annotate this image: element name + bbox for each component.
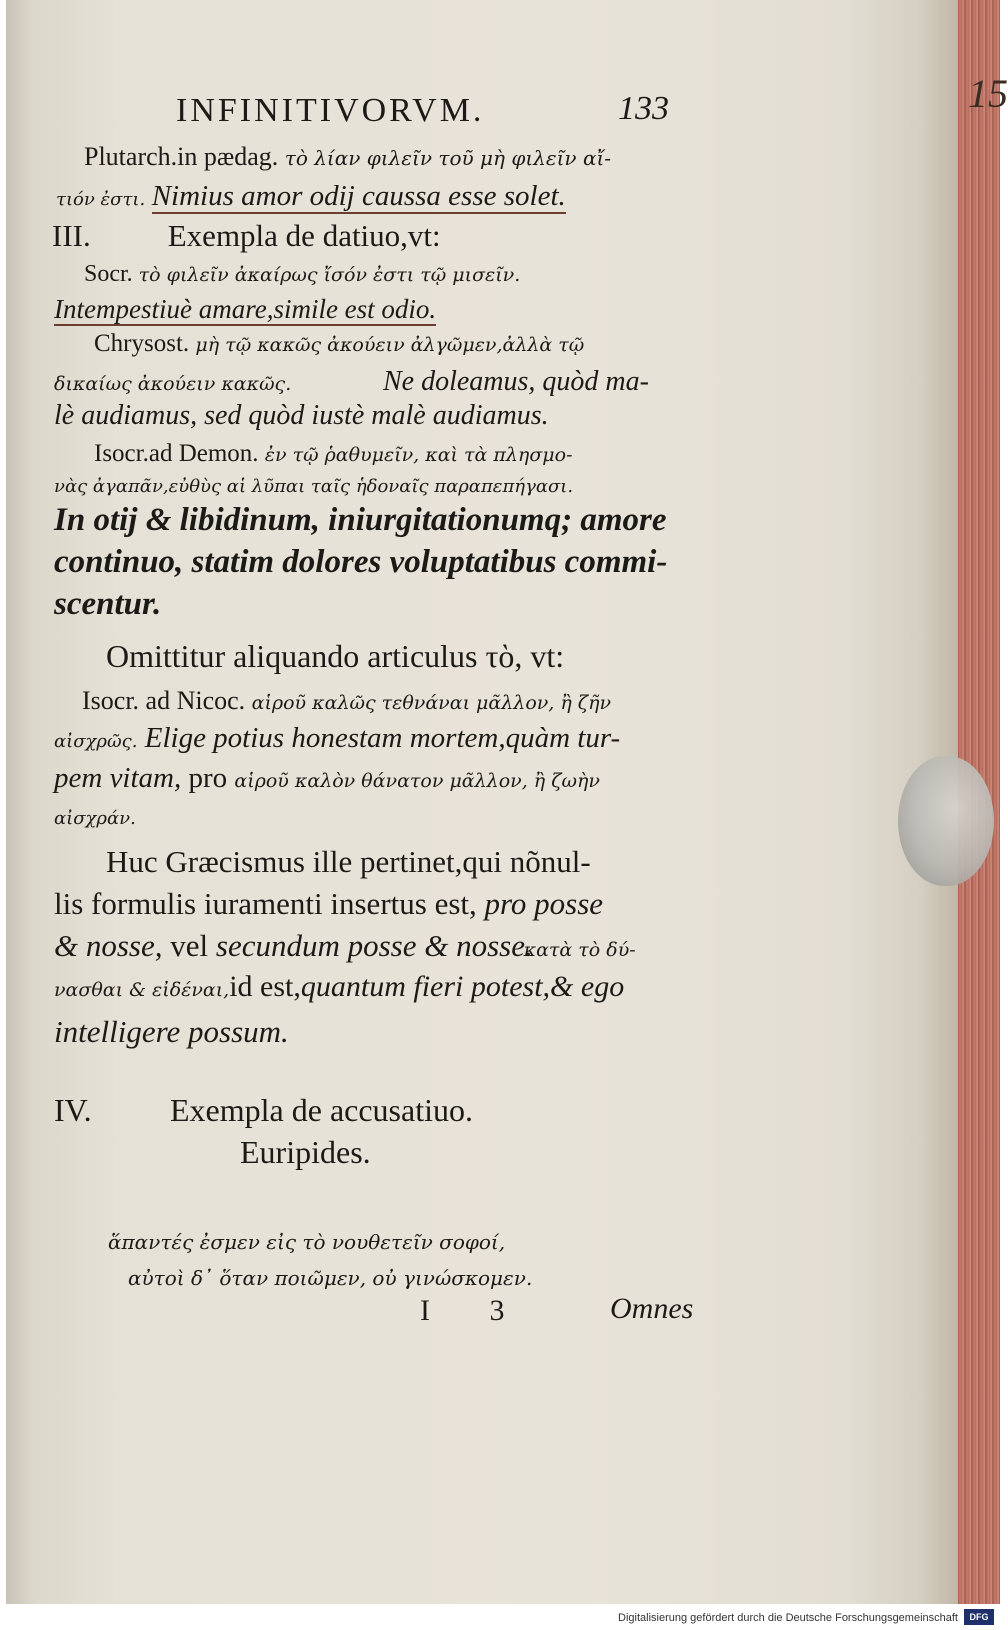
thumb-object bbox=[898, 756, 994, 886]
text-line: In otij & libidinum, iniurgitationumq; amore bbox=[54, 502, 667, 538]
book-page bbox=[6, 0, 959, 1604]
funding-notice: Digitalisierung gefördert durch die Deutsche Forschungsgemeinschaft bbox=[618, 1612, 958, 1624]
author-name: Euripides. bbox=[240, 1134, 371, 1170]
corner-mark: 15 bbox=[968, 71, 1008, 116]
text-line: αἰσχρῶς. Elige potius honestam mortem,quàm tur- bbox=[54, 722, 621, 754]
section-heading: Omittitur aliquando articulus τὸ, vt: bbox=[106, 638, 565, 674]
footer bbox=[0, 1604, 1000, 1630]
text-line: Chrysost. μὴ τῷ κακῶς ἀκούειν ἀλγῶμεν,ἀλλὰ τῷ bbox=[94, 330, 585, 357]
text-line: Socr. τὸ φιλεῖν ἀκαίρως ἴσόν ἐστι τῷ μισεῖν. bbox=[84, 261, 521, 287]
section-heading: III. Exempla de datiuo,vt: bbox=[52, 218, 441, 253]
text-line: Intempestiuè amare,simile est odio. bbox=[54, 294, 437, 324]
text-line: lis formulis iuramenti insertus est, pro posse bbox=[54, 886, 604, 921]
text-line: τιόν ἐστι. Nimius amor odij caussa esse solet. bbox=[56, 180, 566, 212]
text-line: Plutarch.in pædag. τὸ λίαν φιλεῖν τοῦ μὴ φιλεῖν αἴ- bbox=[84, 142, 612, 171]
verse-line: αὐτοὶ δ᾽ ὅταν ποιῶμεν, οὐ γινώσκομεν. bbox=[128, 1266, 533, 1290]
text-line: Isocr.ad Demon. ἐν τῷ ῥαθυμεῖν, καὶ τὰ πλησμο- bbox=[94, 440, 573, 467]
text-line: δικαίως ἀκούειν κακῶς. Ne doleamus, quòd ma- bbox=[54, 366, 649, 397]
text-line: & nosse, vel secundum posse & nosse. κατὰ τὸ δύ- bbox=[54, 928, 636, 963]
verse-line: ἅπαντές ἐσμεν εἰς τὸ νουθετεῖν σοφοί, bbox=[108, 1230, 506, 1254]
section-heading: IV. Exempla de accusatiuo. bbox=[54, 1092, 473, 1128]
dfg-logo: DFG bbox=[964, 1609, 994, 1625]
text-line: αἰσχράν. bbox=[54, 808, 136, 829]
text-line: Huc Græcismus ille pertinet,qui nõnul- bbox=[106, 844, 591, 879]
text-line: νασθαι & εἰδέναι,id est,quantum fieri potest,& ego bbox=[54, 970, 625, 1003]
signature-mark: I 3 bbox=[420, 1294, 531, 1327]
text-line: intelligere possum. bbox=[54, 1014, 289, 1049]
text-line: continuo, statim dolores voluptatibus commi- bbox=[54, 544, 668, 580]
text-line: pem vitam, pro αἱροῦ καλὸν θάνατον μᾶλλον, ἢ ζωὴν bbox=[54, 762, 600, 794]
text-line: scentur. bbox=[54, 586, 162, 622]
catchword: Omnes bbox=[610, 1292, 694, 1325]
page-number: 133 bbox=[618, 90, 669, 127]
text-line: lè audiamus, sed quòd iustè malè audiamus. bbox=[54, 400, 549, 431]
running-header: INFINITIVORVM. bbox=[176, 92, 485, 129]
text-line: Isocr. ad Nicoc. αἱροῦ καλῶς τεθνάναι μᾶλλον, ἢ ζῆν bbox=[82, 686, 612, 715]
text-line: νὰς ἀγαπᾶν,εὐθὺς αἱ λῦπαι ταῖς ἡδοναῖς παραπεπήγασι. bbox=[54, 476, 574, 497]
